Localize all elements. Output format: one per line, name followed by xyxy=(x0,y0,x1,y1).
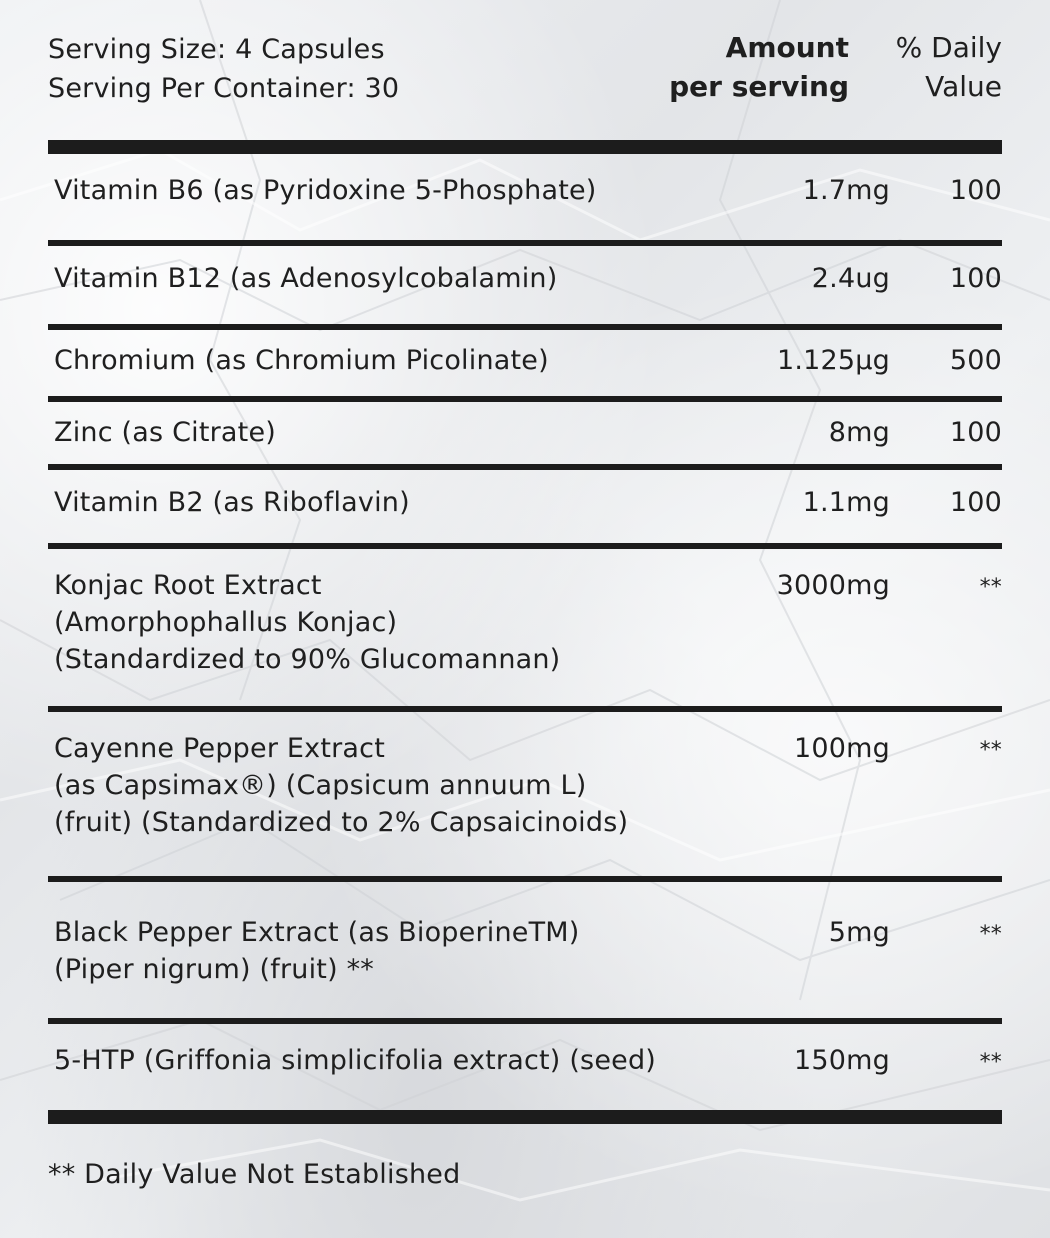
daily-value-percent: 100 xyxy=(949,263,1002,294)
amount-per-serving: 1.1mg xyxy=(802,487,890,518)
ingredient-name-line: (as Capsimax®) (Capsicum annuum L) xyxy=(54,770,587,801)
ingredient-name xyxy=(54,484,410,521)
ingredient-name-line: 5-HTP (Griffonia simplicifolia extract) (seed) xyxy=(54,1045,657,1076)
ingredient-name xyxy=(54,414,276,451)
table-row xyxy=(48,154,1002,240)
ingredient-name xyxy=(54,172,597,209)
ingredient-name xyxy=(54,342,549,379)
table-row xyxy=(48,882,1002,1018)
ingredient-name-line: Chromium (as Chromium Picolinate) xyxy=(54,345,549,376)
amount-per-serving: 2.4ug xyxy=(811,263,890,294)
ingredient-name xyxy=(54,730,628,841)
amount-heading-line2: per serving xyxy=(669,70,849,103)
ingredient-name-line: Konjac Root Extract xyxy=(54,570,322,601)
amount-per-serving: 1.7mg xyxy=(802,175,890,206)
daily-value-percent: ** xyxy=(979,922,1002,947)
table-header xyxy=(48,28,1002,140)
daily-value-percent: 500 xyxy=(949,345,1002,376)
ingredient-name-line: Vitamin B2 (as Riboflavin) xyxy=(54,487,410,518)
servings-per-container: Serving Per Container: 30 xyxy=(48,73,400,104)
ingredient-name-line: Vitamin B6 (as Pyridoxine 5-Phosphate) xyxy=(54,175,597,206)
ingredient-name-line: (Amorphophallus Konjac) xyxy=(54,607,398,638)
ingredient-name-line: Vitamin B12 (as Adenosylcobalamin) xyxy=(54,263,558,294)
table-row xyxy=(48,470,1002,543)
daily-value-percent: ** xyxy=(979,738,1002,763)
daily-value-percent: ** xyxy=(979,575,1002,600)
ingredient-name-line: (Piper nigrum) (fruit) ** xyxy=(54,954,374,985)
ingredient-name-line: Black Pepper Extract (as BioperineTM) xyxy=(54,917,580,948)
nutrient-rows xyxy=(48,154,1002,1110)
table-row xyxy=(48,330,1002,396)
amount-per-serving: 8mg xyxy=(828,417,890,448)
footnote: ** Daily Value Not Established xyxy=(48,1159,461,1190)
amount-per-serving: 100mg xyxy=(794,733,890,764)
header-divider xyxy=(48,140,1002,154)
daily-value-percent: 100 xyxy=(949,175,1002,206)
serving-info xyxy=(48,30,399,108)
ingredient-name xyxy=(54,1042,656,1079)
ingredient-name-line: Zinc (as Citrate) xyxy=(54,417,276,448)
ingredient-name-line: (Standardized to 90% Glucomannan) xyxy=(54,644,561,675)
table-row xyxy=(48,402,1002,464)
dv-heading-line1: % Daily xyxy=(895,31,1002,64)
ingredient-name xyxy=(54,567,560,678)
table-row xyxy=(48,1024,1002,1110)
ingredient-name-line: Cayenne Pepper Extract xyxy=(54,733,386,764)
ingredient-name xyxy=(54,914,580,988)
table-row xyxy=(48,712,1002,876)
amount-column-heading xyxy=(669,28,849,106)
daily-value-percent: 100 xyxy=(949,487,1002,518)
ingredient-name-line: (fruit) (Standardized to 2% Capsaicinoids) xyxy=(54,807,629,838)
daily-value-percent: ** xyxy=(979,1050,1002,1075)
bottom-divider xyxy=(48,1110,1002,1124)
amount-per-serving: 150mg xyxy=(794,1045,890,1076)
amount-per-serving: 3000mg xyxy=(776,570,890,601)
daily-value-percent: 100 xyxy=(949,417,1002,448)
amount-per-serving: 5mg xyxy=(828,917,890,948)
ingredient-name xyxy=(54,260,557,297)
table-row xyxy=(48,246,1002,324)
amount-heading-line1: Amount xyxy=(725,31,849,64)
table-row xyxy=(48,549,1002,706)
serving-size: Serving Size: 4 Capsules xyxy=(48,34,385,65)
dv-heading-line2: Value xyxy=(925,70,1002,103)
daily-value-column-heading xyxy=(896,28,1002,106)
amount-per-serving: 1.125µg xyxy=(776,345,890,376)
supplement-facts-panel xyxy=(48,28,1002,1124)
